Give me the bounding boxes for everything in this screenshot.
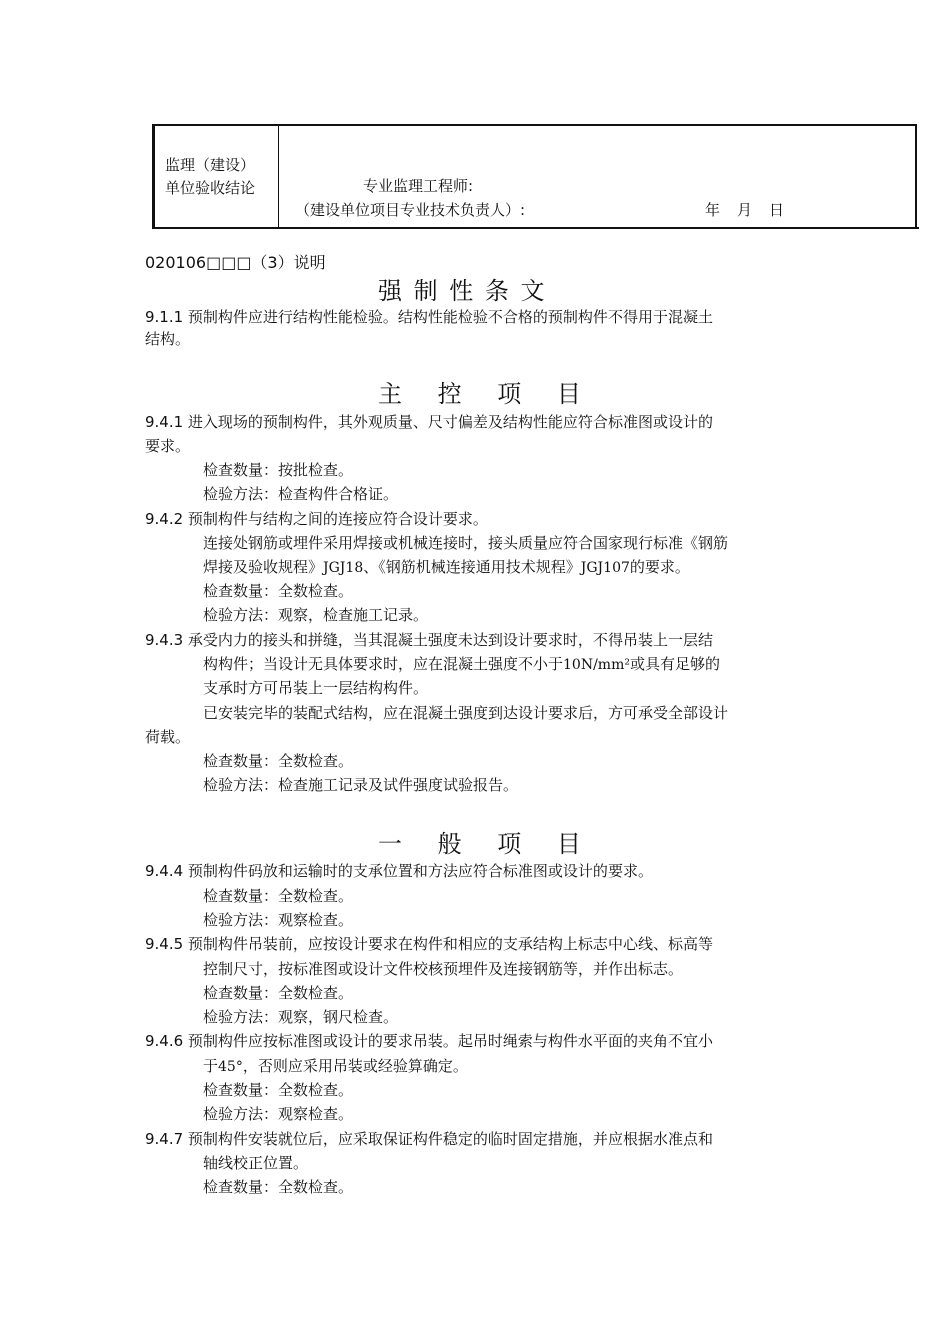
clause-946-text-a: 于 [203, 1057, 219, 1075]
left-label-line-2: 单位验收结论 [165, 179, 256, 197]
clause-943-text-a: 构构件；当设计无具体要求时，应在混凝土强度不小于 [203, 655, 564, 673]
general-title: 一 般 项 目 [378, 830, 595, 858]
clause-943-line-4: 已安装完毕的装配式结构，应在混凝土强度到达设计要求后，方可承受全部设计 [203, 704, 729, 722]
clause-946-check-qty: 检查数量：全数检查。 [203, 1081, 354, 1099]
doc-code: 020106□□□（3）说明 [145, 253, 326, 272]
clause-945-check-method: 检验方法：观察，钢尺检查。 [203, 1008, 399, 1026]
strength-value: 10N/mm² [563, 657, 630, 673]
clause-944-line-1: 9.4.4 预制构件码放和运输时的支承位置和方法应符合标准图或设计的要求。 [145, 862, 653, 880]
clause-942-text-b: 、《钢筋机械连接通用技术规程》 [363, 558, 581, 576]
clause-943-line-5: 荷载。 [145, 728, 191, 746]
clause-941-check-qty: 检查数量：按批检查。 [203, 461, 354, 479]
clause-946-line-2 [203, 1054, 468, 1079]
clause-944-check-qty: 检查数量：全数检查。 [203, 887, 354, 905]
clause-942-check-method: 检验方法：观察，检查施工记录。 [203, 606, 429, 624]
clause-945-check-qty: 检查数量：全数检查。 [203, 984, 354, 1002]
clause-946-check-method: 检验方法：观察检查。 [203, 1105, 354, 1123]
left-label-line-1: 监理（建设） [165, 156, 256, 174]
clause-942-line-2: 连接处钢筋或埋件采用焊接或机械连接时，接头质量应符合国家现行标准《钢筋 [203, 534, 729, 552]
clause-946-line-1: 9.4.6 预制构件应按标准图或设计的要求吊装。起吊时绳索与构件水平面的夹角不宜小 [145, 1032, 713, 1050]
clause-943-check-method: 检验方法：检查施工记录及试件强度试验报告。 [203, 776, 519, 794]
clause-944-check-method: 检验方法：观察检查。 [203, 911, 354, 929]
main-title: 主 控 项 目 [378, 380, 595, 408]
clause-945-line-2: 控制尺寸，按标准图或设计文件校核预埋件及连接钢筋等，并作出标志。 [203, 960, 684, 978]
clause-941-check-method: 检验方法：检查构件合格证。 [203, 485, 399, 503]
mandatory-title: 强 制 性 条 文 [378, 277, 547, 305]
table-left-cell [165, 154, 275, 200]
clause-946-text-b: ，否则应采用吊装或经验算确定。 [242, 1057, 468, 1075]
clause-945-line-1: 9.4.5 预制构件吊装前，应按设计要求在构件和相应的支承结构上标志中心线、标高等 [145, 935, 713, 953]
owner-label: （建设单位项目专业技术负责人）: [295, 201, 526, 219]
clause-911-line-1: 9.1.1 预制构件应进行结构性能检验。结构性能检验不合格的预制构件不得用于混凝土 [145, 308, 713, 326]
clause-943-line-1: 9.4.3 承受内力的接头和拼缝，当其混凝土强度未达到设计要求时，不得吊装上一层结 [145, 631, 713, 649]
clause-947-check-qty: 检查数量：全数检查。 [203, 1178, 354, 1196]
table-bottom-shadow [152, 227, 919, 229]
clause-943-text-b: 或具有足够的 [629, 655, 720, 673]
date-year: 年 [705, 201, 721, 219]
table-divider [278, 126, 279, 227]
angle-value: 45° [218, 1059, 243, 1075]
acceptance-table [152, 124, 917, 229]
standard-jgj107: JGJ107 [580, 560, 630, 576]
clause-942-text-c: 的要求。 [629, 558, 690, 576]
standard-jgj18: JGJ18 [323, 560, 364, 576]
clause-942-line-3 [203, 555, 690, 580]
clause-941-line-2: 要求。 [145, 437, 191, 455]
clause-947-line-2: 轴线校正位置。 [203, 1154, 309, 1172]
date-day: 日 [769, 201, 785, 219]
clause-943-check-qty: 检查数量：全数检查。 [203, 752, 354, 770]
clause-941-line-1: 9.4.1 进入现场的预制构件，其外观质量、尺寸偏差及结构性能应符合标准图或设计的 [145, 413, 713, 431]
clause-942-text-a: 焊接及验收规程》 [203, 558, 324, 576]
engineer-label: 专业监理工程师: [363, 177, 474, 195]
clause-947-line-1: 9.4.7 预制构件安装就位后，应采取保证构件稳定的临时固定措施，并应根据水准点和 [145, 1130, 713, 1148]
clause-942-check-qty: 检查数量：全数检查。 [203, 582, 354, 600]
clause-943-line-2 [203, 652, 720, 677]
clause-911-line-2: 结构。 [145, 330, 191, 348]
clause-942-line-1: 9.4.2 预制构件与结构之间的连接应符合设计要求。 [145, 510, 488, 528]
date-month: 月 [737, 201, 753, 219]
clause-943-line-3: 支承时方可吊装上一层结构构件。 [203, 679, 429, 697]
